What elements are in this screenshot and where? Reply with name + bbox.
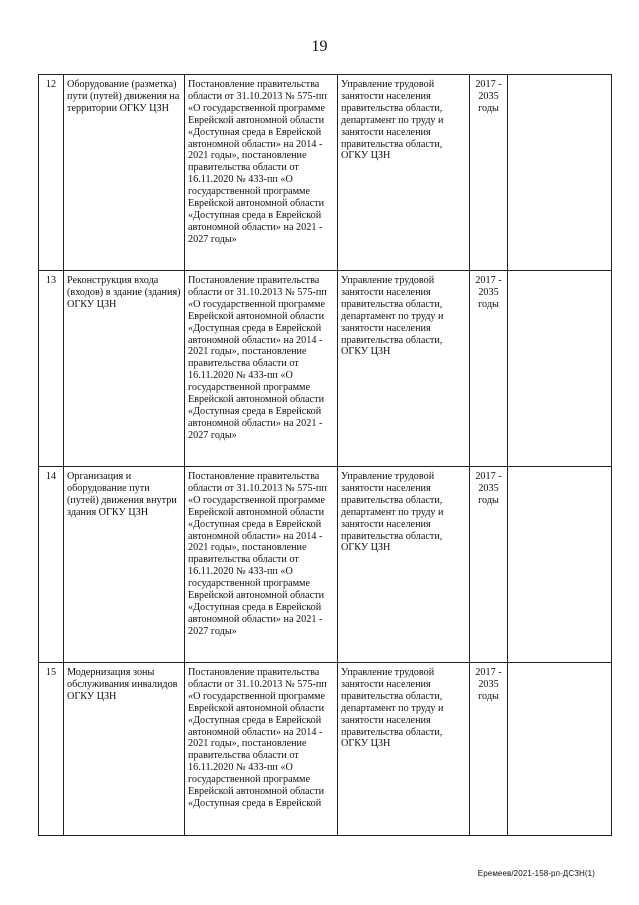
responsible-bodies: Управление трудовой занятости населения правительства области, департамент по труду и занятости населения правительства области, ОГКУ ЦЗН: [338, 663, 470, 836]
table-row: [39, 75, 612, 271]
measure-name: Реконструкция входа (входов) в здание (здания) ОГКУ ЦЗН: [64, 271, 185, 467]
legal-basis: Постановление правительства области от 31.10.2013 № 575-пп «О государственной программе Еврейской автономной области «Доступная среда в Еврейской автономной области» на 2014 - 2021 годы», постановление правительства области от 16.11.2020 № 433-пп «О государственной программе Еврейской автономной области «Доступная среда в Еврейской: [185, 663, 338, 836]
responsible-bodies: Управление трудовой занятости населения правительства области, департамент по труду и занятости населения правительства области, ОГКУ ЦЗН: [338, 75, 470, 271]
table-row: [39, 271, 612, 467]
legal-basis: Постановление правительства области от 31.10.2013 № 575-пп «О государственной программе Еврейской автономной области «Доступная среда в Еврейской автономной области» на 2014 - 2021 годы», постановление правительства области от 16.11.2020 № 433-пп «О государственной программе Еврейской автономной области «Доступная среда в Еврейской автономной области» на 2021 - 2027 годы»: [185, 467, 338, 663]
implementation-years: 2017 - 2035 годы: [470, 271, 508, 467]
extra-cell: [508, 663, 612, 836]
row-number: 13: [39, 271, 64, 467]
implementation-years: 2017 - 2035 годы: [470, 75, 508, 271]
responsible-bodies: Управление трудовой занятости населения правительства области, департамент по труду и занятости населения правительства области, ОГКУ ЦЗН: [338, 467, 470, 663]
measures-table: [38, 74, 612, 836]
document-code: Еремеев/2021-158-рп-ДСЗН(1): [477, 869, 595, 878]
legal-basis: Постановление правительства области от 31.10.2013 № 575-пп «О государственной программе Еврейской автономной области «Доступная среда в Еврейской автономной области» на 2014 - 2021 годы», постановление правительства области от 16.11.2020 № 433-пп «О государственной программе Еврейской автономной области «Доступная среда в Еврейской автономной области» на 2021 - 2027 годы»: [185, 75, 338, 271]
table-row: [39, 663, 612, 836]
measure-name: Модернизация зоны обслуживания инвалидов ОГКУ ЦЗН: [64, 663, 185, 836]
table-row: [39, 467, 612, 663]
row-number: 12: [39, 75, 64, 271]
row-number: 15: [39, 663, 64, 836]
measure-name: Оборудование (разметка) пути (путей) движения на территории ОГКУ ЦЗН: [64, 75, 185, 271]
implementation-years: 2017 - 2035 годы: [470, 663, 508, 836]
implementation-years: 2017 - 2035 годы: [470, 467, 508, 663]
legal-basis: Постановление правительства области от 31.10.2013 № 575-пп «О государственной программе Еврейской автономной области «Доступная среда в Еврейской автономной области» на 2014 - 2021 годы», постановление правительства области от 16.11.2020 № 433-пп «О государственной программе Еврейской автономной области «Доступная среда в Еврейской автономной области» на 2021 - 2027 годы»: [185, 271, 338, 467]
measure-name: Организация и оборудование пути (путей) движения внутри здания ОГКУ ЦЗН: [64, 467, 185, 663]
extra-cell: [508, 271, 612, 467]
responsible-bodies: Управление трудовой занятости населения правительства области, департамент по труду и занятости населения правительства области, ОГКУ ЦЗН: [338, 271, 470, 467]
row-number: 14: [39, 467, 64, 663]
extra-cell: [508, 467, 612, 663]
extra-cell: [508, 75, 612, 271]
page-number: 19: [311, 38, 328, 55]
